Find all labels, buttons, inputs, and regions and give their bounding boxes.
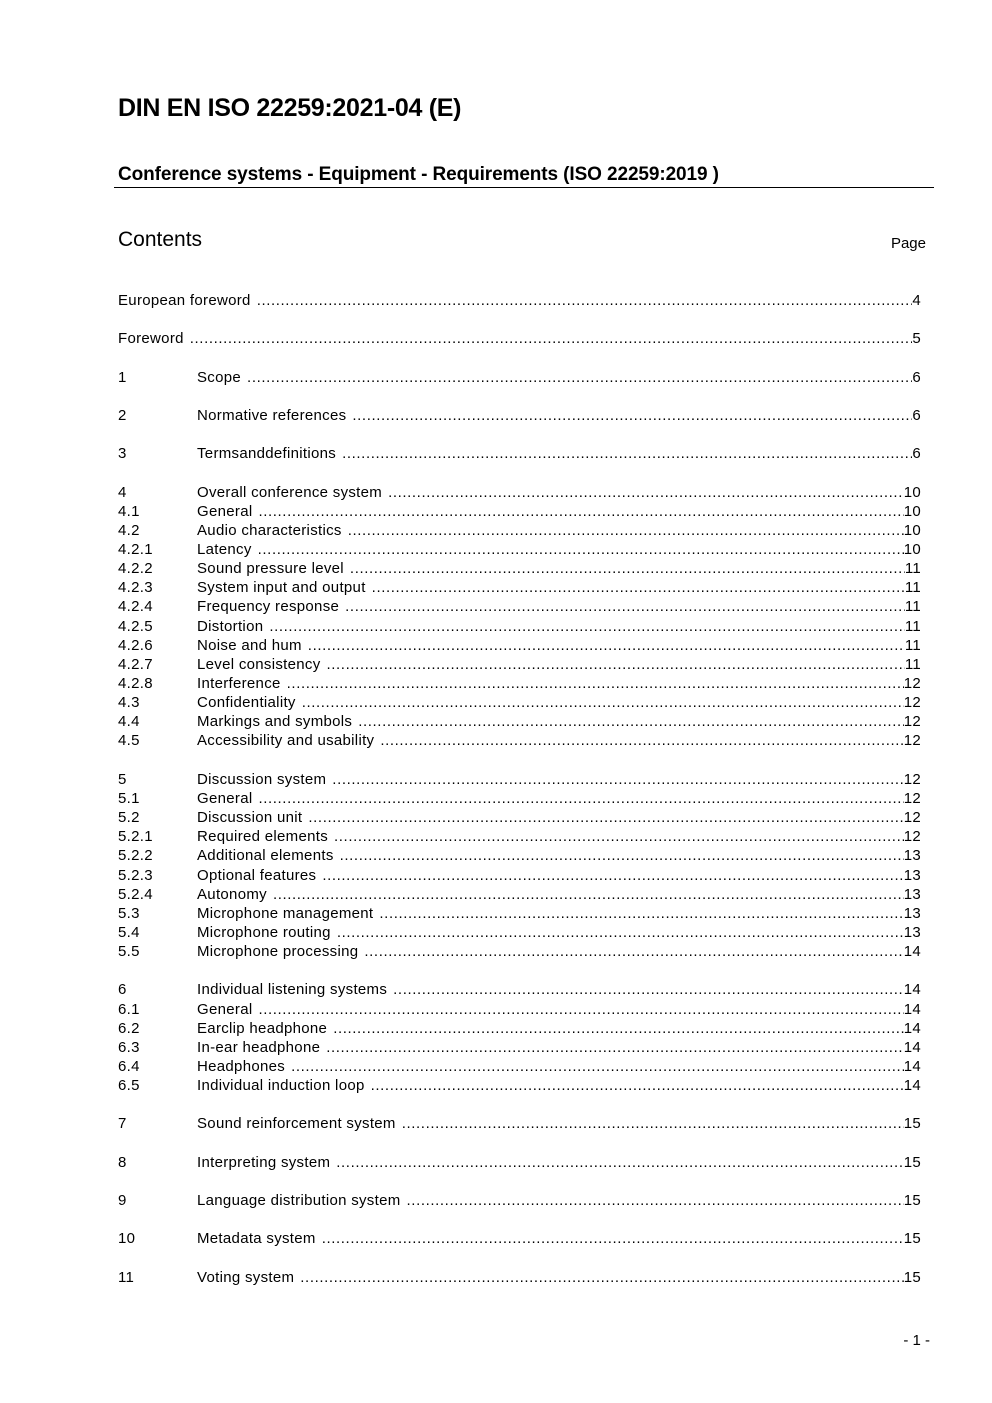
toc-entry-number: 5.2 bbox=[118, 809, 140, 827]
toc-entry-page: 10 bbox=[903, 502, 921, 520]
toc-entry[interactable] bbox=[118, 980, 921, 999]
toc-entry-title: System input and output bbox=[197, 579, 366, 597]
toc-entry-title: Language distribution system bbox=[197, 1192, 401, 1210]
document-title: DIN EN ISO 22259:2021-04 (E) bbox=[118, 94, 462, 122]
toc-dot-leader bbox=[273, 885, 904, 904]
toc-entry-number: 10 bbox=[118, 1230, 136, 1248]
toc-dot-leader bbox=[258, 540, 904, 559]
toc-entry[interactable] bbox=[118, 483, 921, 502]
toc-entry-page: 12 bbox=[903, 694, 921, 712]
toc-entry[interactable] bbox=[118, 1000, 921, 1019]
toc-entry[interactable] bbox=[118, 885, 921, 904]
toc-entry-page: 11 bbox=[904, 617, 921, 635]
toc-entry-number: 6 bbox=[118, 981, 127, 999]
toc-entry-title: General bbox=[197, 502, 253, 520]
toc-entry-number: 4.2.7 bbox=[118, 655, 153, 673]
toc-dot-leader bbox=[342, 444, 912, 463]
toc-entry-title: Interpreting system bbox=[197, 1153, 331, 1171]
toc-entry-number: 5.2.1 bbox=[118, 828, 153, 846]
toc-dot-leader bbox=[258, 789, 903, 808]
toc-entry-number: 2 bbox=[118, 406, 127, 424]
toc-entry[interactable] bbox=[118, 942, 921, 961]
toc-entry[interactable] bbox=[118, 368, 921, 387]
toc-entry-number: 4.2.5 bbox=[118, 617, 153, 635]
toc-entry[interactable] bbox=[118, 827, 921, 846]
toc-dot-leader bbox=[334, 827, 904, 846]
toc-entry-page: 12 bbox=[903, 809, 921, 827]
toc-dot-leader bbox=[287, 674, 904, 693]
toc-entry-page: 15 bbox=[903, 1268, 921, 1286]
toc-dot-leader bbox=[350, 559, 905, 578]
toc-entry-title: Scope bbox=[197, 368, 242, 386]
toc-entry[interactable] bbox=[118, 789, 921, 808]
toc-dot-leader bbox=[190, 329, 913, 348]
toc-entry-number: 4.4 bbox=[118, 713, 140, 731]
toc-entry-page: 11 bbox=[904, 560, 921, 578]
toc-dot-leader bbox=[393, 980, 904, 999]
toc-entry-number: 5.4 bbox=[118, 923, 140, 941]
toc-entry[interactable] bbox=[118, 1268, 921, 1287]
toc-entry-title: Microphone routing bbox=[197, 923, 331, 941]
toc-entry[interactable] bbox=[118, 731, 921, 750]
toc-entry-number: 7 bbox=[118, 1115, 127, 1133]
toc-entry[interactable] bbox=[118, 1057, 921, 1076]
toc-entry[interactable] bbox=[118, 540, 921, 559]
toc-dot-leader bbox=[258, 502, 903, 521]
toc-entry-title: Distortion bbox=[197, 617, 264, 635]
toc-dot-leader bbox=[364, 942, 903, 961]
toc-entry-page: 13 bbox=[903, 904, 921, 922]
toc-entry-number: 4.2.6 bbox=[118, 636, 153, 654]
toc-entry[interactable] bbox=[118, 444, 921, 463]
toc-entry[interactable] bbox=[118, 808, 921, 827]
toc-entry-number: 6.2 bbox=[118, 1019, 140, 1037]
toc-entry-number: 8 bbox=[118, 1153, 127, 1171]
toc-entry-title: Optional features bbox=[197, 866, 317, 884]
toc-entry-number: 11 bbox=[118, 1268, 135, 1286]
toc-entry-page: 5 bbox=[912, 330, 921, 348]
toc-entry-title: Discussion unit bbox=[197, 809, 303, 827]
toc-dot-leader bbox=[322, 1229, 904, 1248]
toc-entry-title: Sound pressure level bbox=[197, 560, 344, 578]
toc-entry-title: Latency bbox=[197, 541, 252, 559]
toc-dot-leader bbox=[269, 617, 904, 636]
toc-entry[interactable] bbox=[118, 1191, 921, 1210]
toc-entry-title: Foreword bbox=[118, 330, 184, 348]
toc-entry-number: 4.2.1 bbox=[118, 541, 153, 559]
toc-dot-leader bbox=[388, 483, 904, 502]
toc-entry-number: 6.4 bbox=[118, 1057, 140, 1075]
toc-entry[interactable] bbox=[118, 655, 921, 674]
toc-entry-page: 12 bbox=[903, 675, 921, 693]
toc-entry-number: 5.5 bbox=[118, 943, 140, 961]
toc-entry-number: 3 bbox=[118, 445, 127, 463]
toc-dot-leader bbox=[372, 578, 905, 597]
toc-entry[interactable] bbox=[118, 693, 921, 712]
toc-entry-title: Headphones bbox=[197, 1057, 286, 1075]
toc-entry[interactable] bbox=[118, 674, 921, 693]
toc-entry-title: Microphone processing bbox=[197, 943, 359, 961]
toc-entry-number: 4 bbox=[118, 483, 127, 501]
toc-entry-title: Noise and hum bbox=[197, 636, 302, 654]
toc-dot-leader bbox=[340, 846, 904, 865]
toc-entry-number: 4.2.2 bbox=[118, 560, 153, 578]
toc-entry-number: 4.5 bbox=[118, 732, 140, 750]
toc-dot-leader bbox=[333, 1019, 904, 1038]
toc-entry[interactable] bbox=[118, 1229, 921, 1248]
toc-dot-leader bbox=[352, 406, 912, 425]
toc-entry[interactable] bbox=[118, 502, 921, 521]
toc-entry-page: 14 bbox=[903, 1000, 921, 1018]
toc-entry-title: Normative references bbox=[197, 406, 347, 424]
toc-entry-title: Voting system bbox=[197, 1268, 295, 1286]
toc-dot-leader bbox=[326, 1038, 903, 1057]
toc-entry-page: 11 bbox=[904, 655, 921, 673]
toc-entry-page: 14 bbox=[903, 1077, 921, 1095]
toc-entry-page: 6 bbox=[912, 445, 921, 463]
toc-entry[interactable] bbox=[118, 329, 921, 348]
toc-dot-leader bbox=[247, 368, 912, 387]
toc-entry[interactable] bbox=[118, 866, 921, 885]
footer-page-number: - 1 - bbox=[903, 1332, 930, 1349]
toc-entry-number: 6.1 bbox=[118, 1000, 140, 1018]
toc-entry[interactable] bbox=[118, 578, 921, 597]
toc-dot-leader bbox=[308, 808, 903, 827]
toc-entry-page: 13 bbox=[903, 866, 921, 884]
toc-entry-page: 13 bbox=[903, 885, 921, 903]
toc-entry-title: Frequency response bbox=[197, 598, 340, 616]
toc-entry-page: 14 bbox=[903, 943, 921, 961]
toc-entry-page: 11 bbox=[904, 579, 921, 597]
toc-dot-leader bbox=[332, 770, 903, 789]
toc-entry-page: 6 bbox=[912, 368, 921, 386]
toc-dot-leader bbox=[291, 1057, 904, 1076]
toc-entry-title: Microphone management bbox=[197, 904, 374, 922]
toc-entry-page: 12 bbox=[903, 828, 921, 846]
toc-entry-number: 4.2 bbox=[118, 521, 140, 539]
toc-entry[interactable] bbox=[118, 291, 921, 310]
toc-entry-page: 12 bbox=[903, 713, 921, 731]
toc-entry-number: 4.1 bbox=[118, 502, 140, 520]
toc-entry-page: 14 bbox=[903, 1019, 921, 1037]
toc-dot-leader bbox=[336, 1153, 903, 1172]
toc-entry-page: 4 bbox=[912, 292, 921, 309]
toc-dot-leader bbox=[407, 1191, 904, 1210]
toc-dot-leader bbox=[337, 923, 904, 942]
toc-entry-page: 6 bbox=[912, 406, 921, 424]
toc-entry-title: In-ear headphone bbox=[197, 1038, 321, 1056]
toc-entry-number: 5.2.4 bbox=[118, 885, 153, 903]
toc-entry-title: Interference bbox=[197, 675, 281, 693]
toc-entry[interactable] bbox=[118, 636, 921, 655]
toc-entry-number: 6.3 bbox=[118, 1038, 140, 1056]
toc-entry-number: 5.3 bbox=[118, 904, 140, 922]
toc-entry-title: Level consistency bbox=[197, 655, 321, 673]
toc-entry-page: 12 bbox=[903, 789, 921, 807]
toc-entry-page: 11 bbox=[904, 598, 921, 616]
toc-entry[interactable] bbox=[118, 1114, 921, 1133]
toc-entry-page: 10 bbox=[903, 541, 921, 559]
toc-entry-page: 15 bbox=[903, 1192, 921, 1210]
toc-dot-leader bbox=[322, 866, 903, 885]
toc-entry-title: Overall conference system bbox=[197, 483, 383, 501]
toc-entry[interactable] bbox=[118, 617, 921, 636]
toc-entry-page: 10 bbox=[903, 483, 921, 501]
toc-entry-page: 13 bbox=[903, 847, 921, 865]
toc-entry-page: 14 bbox=[903, 981, 921, 999]
toc-entry[interactable] bbox=[118, 846, 921, 865]
toc-entry-page: 14 bbox=[903, 1038, 921, 1056]
toc-entry[interactable] bbox=[118, 1038, 921, 1057]
toc-dot-leader bbox=[371, 1076, 904, 1095]
toc-entry[interactable] bbox=[118, 597, 921, 616]
toc-entry-page: 15 bbox=[903, 1230, 921, 1248]
toc-entry-number: 9 bbox=[118, 1192, 127, 1210]
toc-entry-number: 4.2.4 bbox=[118, 598, 153, 616]
toc-entry-title: Confidentiality bbox=[197, 694, 296, 712]
toc-entry-title: Metadata system bbox=[197, 1230, 316, 1248]
toc-entry-number: 5.2.2 bbox=[118, 847, 153, 865]
toc-entry-number: 4.2.8 bbox=[118, 675, 153, 693]
toc-entry-title: European foreword bbox=[118, 292, 251, 309]
contents-heading: Contents bbox=[118, 228, 203, 251]
toc-dot-leader bbox=[257, 291, 913, 310]
title-rule bbox=[114, 187, 934, 188]
toc-entry-title: General bbox=[197, 1000, 253, 1018]
toc-entry-page: 14 bbox=[903, 1057, 921, 1075]
toc-entry-title: Sound reinforcement system bbox=[197, 1115, 396, 1133]
toc-dot-leader bbox=[379, 904, 903, 923]
toc-entry-page: 13 bbox=[903, 923, 921, 941]
toc-entry-number: 5.1 bbox=[118, 789, 140, 807]
toc-entry-number: 5.2.3 bbox=[118, 866, 153, 884]
toc-dot-leader bbox=[258, 1000, 903, 1019]
toc-entry-title: Additional elements bbox=[197, 847, 334, 865]
toc-entry-page: 10 bbox=[903, 521, 921, 539]
toc-dot-leader bbox=[302, 693, 904, 712]
toc-entry-page: 12 bbox=[903, 732, 921, 750]
toc-entry-title: Audio characteristics bbox=[197, 521, 342, 539]
toc-entry-title: General bbox=[197, 789, 253, 807]
toc-entry[interactable] bbox=[118, 770, 921, 789]
toc-entry-title: Individual listening systems bbox=[197, 981, 388, 999]
toc-dot-leader bbox=[402, 1114, 904, 1133]
toc-entry-title: Individual induction loop bbox=[197, 1077, 365, 1095]
toc-entry[interactable] bbox=[118, 559, 921, 578]
toc-entry-page: 15 bbox=[903, 1153, 921, 1171]
toc-entry-number: 4.3 bbox=[118, 694, 140, 712]
toc-entry-title: Autonomy bbox=[197, 885, 267, 903]
toc-dot-leader bbox=[308, 636, 905, 655]
toc-entry[interactable] bbox=[118, 1076, 921, 1095]
toc-entry-number: 6.5 bbox=[118, 1077, 140, 1095]
toc-entry-title: Required elements bbox=[197, 828, 329, 846]
toc-entry-number: 4.2.3 bbox=[118, 579, 153, 597]
document-subtitle: Conference systems - Equipment - Requirements (ISO 22259:2019 ) bbox=[118, 164, 719, 185]
toc-entry-title: Discussion system bbox=[197, 770, 327, 788]
toc-entry-number: 1 bbox=[118, 368, 127, 386]
page-column-label: Page bbox=[890, 235, 926, 252]
toc-entry-title: Earclip headphone bbox=[197, 1019, 328, 1037]
toc-entry-page: 15 bbox=[903, 1115, 921, 1133]
toc-entry[interactable] bbox=[118, 904, 921, 923]
toc-dot-leader bbox=[348, 521, 904, 540]
toc-dot-leader bbox=[327, 655, 905, 674]
toc-entry-page: 12 bbox=[903, 770, 921, 788]
toc-entry[interactable] bbox=[118, 712, 921, 731]
toc-dot-leader bbox=[380, 731, 903, 750]
toc-entry-title: Markings and symbols bbox=[197, 713, 353, 731]
toc-entry-title: Termsanddefinitions bbox=[197, 445, 337, 463]
toc-entry[interactable] bbox=[118, 923, 921, 942]
toc-entry-page: 11 bbox=[904, 636, 921, 654]
toc-entry[interactable] bbox=[118, 1153, 921, 1172]
toc-entry[interactable] bbox=[118, 406, 921, 425]
toc-entry-title: Accessibility and usability bbox=[197, 732, 375, 750]
toc-dot-leader bbox=[358, 712, 903, 731]
toc-entry-number: 5 bbox=[118, 770, 127, 788]
table-of-contents bbox=[118, 291, 921, 1287]
toc-dot-leader bbox=[300, 1268, 903, 1287]
toc-entry[interactable] bbox=[118, 1019, 921, 1038]
toc-entry[interactable] bbox=[118, 521, 921, 540]
toc-dot-leader bbox=[345, 597, 905, 616]
